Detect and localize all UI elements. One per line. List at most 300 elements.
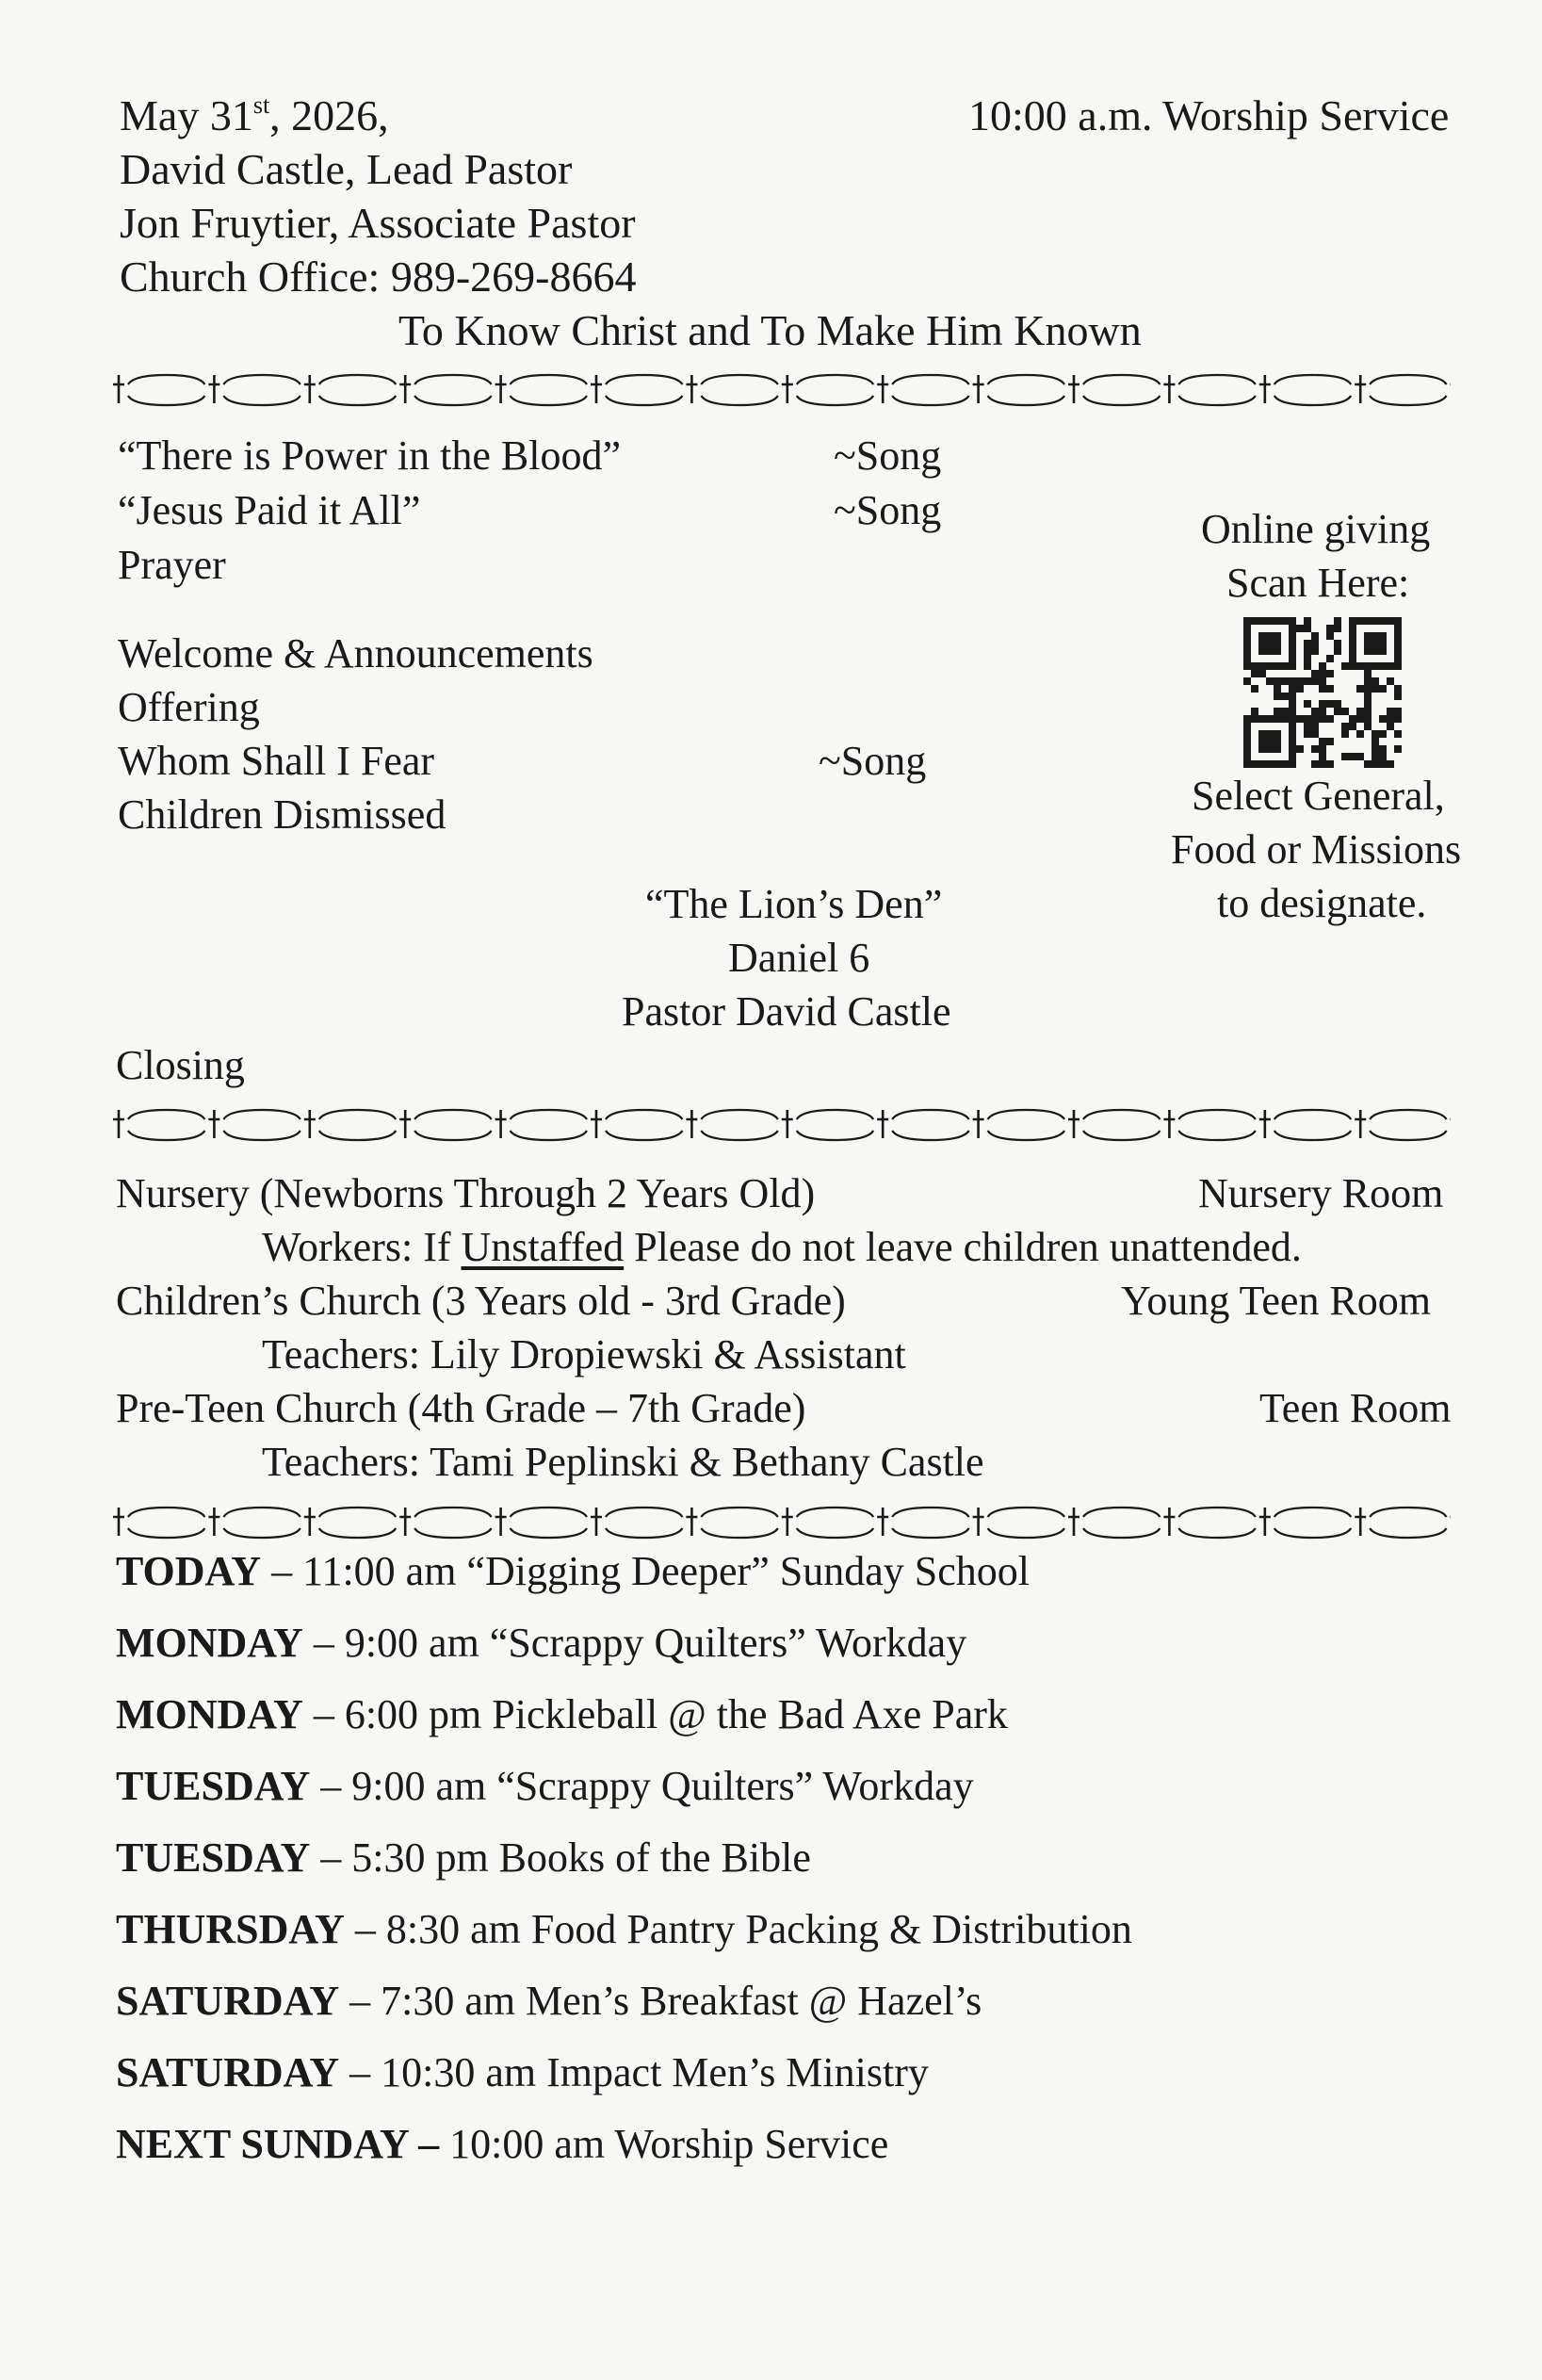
cross-icon [591,1508,602,1536]
giving-line: to designate. [1217,880,1427,926]
qr-module [1334,625,1341,632]
qr-module [1356,715,1364,723]
sermon-title: “The Lion’s Den” [645,881,943,927]
qr-module [1387,617,1394,625]
qr-module [1372,640,1379,647]
arc-ornament [988,1110,1064,1140]
qr-module [1394,632,1402,640]
qr-module [1296,745,1304,753]
schedule-day: TUESDAY [116,1834,311,1881]
qr-module [1364,760,1372,768]
qr-module [1251,662,1258,670]
arc-ornament [701,1508,777,1538]
qr-module [1372,685,1379,693]
qr-module [1311,632,1319,640]
qr-module [1364,662,1372,670]
qr-module [1372,745,1379,753]
qr-module [1326,670,1334,677]
nursery-label: Nursery (Newborns Through 2 Years Old) [116,1170,816,1216]
qr-module [1326,632,1334,640]
qr-module [1394,730,1402,738]
order-item-tag: ~Song [834,432,942,479]
qr-module [1258,760,1266,768]
arc-ornament [892,1110,968,1140]
qr-module [1394,715,1402,723]
childrens-church-teachers: Teachers: Lily Dropiewski & Assistant [262,1331,906,1377]
qr-module [1304,662,1311,670]
qr-module [1311,708,1319,715]
qr-module [1311,730,1319,738]
qr-module [1266,760,1274,768]
schedule-day: THURSDAY [116,1906,345,1952]
schedule-item [116,1548,1030,1594]
qr-module [1243,753,1251,760]
qr-module [1379,662,1387,670]
schedule-day: TODAY [116,1548,262,1594]
arc-ornament [319,1110,396,1140]
arc-ornament [988,375,1064,405]
qr-module [1364,700,1372,708]
qr-module [1349,632,1356,640]
arc-ornament [511,1508,587,1538]
qr-module [1364,677,1372,685]
qr-module [1251,760,1258,768]
schedule-item [116,1834,811,1881]
qr-module [1266,647,1274,655]
arc-ornament [223,375,300,405]
qr-module [1251,715,1258,723]
qr-module [1281,617,1289,625]
arc-ornament [988,1508,1064,1538]
qr-module [1289,745,1296,753]
qr-module [1387,723,1394,730]
cross-icon [1355,375,1366,403]
arc-ornament [606,1508,682,1538]
qr-module [1372,730,1379,738]
qr-module [1274,693,1281,700]
cross-icon [495,1508,507,1536]
cross-icon [495,1110,507,1138]
qr-module [1289,662,1296,670]
cross-icon [1163,1110,1175,1138]
qr-module [1243,715,1251,723]
qr-module [1394,640,1402,647]
qr-module [1372,632,1379,640]
qr-module [1281,760,1289,768]
qr-module [1243,662,1251,670]
cross-icon [208,1110,219,1138]
qr-module [1372,617,1379,625]
order-item-title: Welcome & Announcements [118,630,593,677]
qr-module [1304,715,1311,723]
qr-module [1296,677,1304,685]
qr-module [1266,715,1274,723]
arc-ornament [511,1110,587,1140]
qr-module [1394,708,1402,715]
sermon-passage: Daniel 6 [728,935,870,981]
qr-module [1394,685,1402,693]
schedule-detail: 10:00 am Worship Service [439,2121,889,2167]
cross-icon [113,1508,124,1536]
qr-module [1372,738,1379,745]
arc-ornament [1083,1508,1160,1538]
qr-module [1364,693,1372,700]
schedule-detail: – 10:30 am Impact Men’s Ministry [339,2049,929,2095]
schedule-item [116,1763,974,1809]
cross-divider [113,1498,1451,1541]
qr-module [1319,670,1326,677]
qr-module [1266,617,1274,625]
qr-module [1281,693,1289,700]
qr-module [1243,632,1251,640]
qr-module [1334,647,1341,655]
qr-module [1289,753,1296,760]
closing: Closing [116,1042,245,1088]
arc-ornament [128,1508,204,1538]
cross-icon [1163,375,1175,403]
qr-module [1319,745,1326,753]
cross-icon [782,1508,793,1536]
qr-module [1349,715,1356,723]
cross-icon [591,375,602,403]
qr-module [1364,647,1372,655]
qr-module [1379,730,1387,738]
qr-module [1326,760,1334,768]
qr-module [1349,662,1356,670]
qr-module [1311,745,1319,753]
qr-module [1289,632,1296,640]
qr-module [1266,640,1274,647]
order-item-tag: ~Song [834,487,942,533]
cross-icon [304,1508,316,1536]
giving-line: Select General, [1192,773,1445,819]
qr-module [1387,662,1394,670]
qr-module [1243,738,1251,745]
qr-code-graphic [1243,617,1402,768]
service-time: 10:00 a.m. Worship Service [968,91,1450,139]
lead-pastor: David Castle, Lead Pastor [120,145,573,193]
qr-module [1274,715,1281,723]
qr-module [1258,715,1266,723]
cross-icon [686,1508,697,1536]
qr-module [1266,738,1274,745]
qr-module [1281,662,1289,670]
arc-ornament [606,1110,682,1140]
qr-module [1266,677,1274,685]
qr-module [1274,632,1281,640]
arc-ornament [1178,1508,1255,1538]
arc-ornament [1274,1110,1351,1140]
qr-module [1289,760,1296,768]
qr-module [1274,640,1281,647]
qr-module [1251,685,1258,693]
qr-module [1341,708,1349,715]
qr-module [1289,617,1296,625]
qr-module [1274,617,1281,625]
preteen-church-teachers: Teachers: Tami Peplinski & Bethany Castle [262,1439,984,1485]
qr-module [1364,723,1372,730]
arc-ornament [414,375,491,405]
qr-module [1379,640,1387,647]
qr-module [1319,685,1326,693]
arc-ornament [223,1110,300,1140]
qr-module [1258,632,1266,640]
qr-module [1258,640,1266,647]
qr-module [1334,617,1341,625]
qr-module [1258,617,1266,625]
nursery-workers: Workers: If Unstaffed Please do not leave children unattended. [262,1224,1302,1270]
preteen-church-label: Pre-Teen Church (4th Grade – 7th Grade) [116,1385,806,1431]
qr-module [1349,655,1356,662]
arc-ornament [797,1110,873,1140]
arc-ornament [606,375,682,405]
arc-ornament [414,1110,491,1140]
order-item-title: “There is Power in the Blood” [118,432,621,479]
qr-module [1326,625,1334,632]
qr-module [1379,753,1387,760]
qr-module [1243,655,1251,662]
cross-icon [1068,1110,1079,1138]
schedule-detail: – 6:00 pm Pickleball @ the Bad Axe Park [302,1691,1008,1737]
cross-icon [113,1110,124,1138]
qr-module [1243,625,1251,632]
cross-icon [782,375,793,403]
qr-module [1274,662,1281,670]
qr-module [1274,730,1281,738]
service-date: May 31st, 2026, [120,91,389,139]
qr-module [1251,670,1258,677]
qr-module [1326,655,1334,662]
schedule-day: NEXT SUNDAY – [116,2121,440,2167]
qr-module [1326,715,1334,723]
qr-module [1319,738,1326,745]
qr-module [1319,700,1326,708]
qr-module [1258,647,1266,655]
qr-module [1394,655,1402,662]
schedule-day: MONDAY [116,1691,303,1737]
qr-module [1243,677,1251,685]
qr-module [1274,647,1281,655]
order-item-title: Children Dismissed [118,791,446,838]
qr-module [1372,662,1379,670]
qr-module [1274,745,1281,753]
schedule-day: MONDAY [116,1620,303,1666]
associate-pastor: Jon Fruytier, Associate Pastor [120,199,636,247]
cross-icon [973,1508,984,1536]
cross-icon [1068,375,1079,403]
order-item-title: “Jesus Paid it All” [118,487,421,533]
cross-icon [1259,1508,1271,1536]
cross-icon [782,1110,793,1138]
arc-ornament [1178,1110,1255,1140]
qr-module [1379,760,1387,768]
qr-module [1304,677,1311,685]
qr-module [1304,723,1311,730]
cross-icon [877,375,888,403]
arc-ornament [511,375,587,405]
schedule-item [116,1978,982,2024]
qr-module [1289,647,1296,655]
qr-module [1311,670,1319,677]
qr-module [1304,730,1311,738]
qr-module [1289,700,1296,708]
childrens-church-room: Young Teen Room [1121,1278,1432,1324]
qr-module [1311,715,1319,723]
qr-module [1319,753,1326,760]
qr-module [1364,708,1372,715]
arc-ornament [319,375,396,405]
qr-module [1274,685,1281,693]
cross-icon [399,375,411,403]
qr-module [1311,723,1319,730]
schedule-detail: – 8:30 am Food Pantry Packing & Distribution [344,1906,1132,1952]
arc-ornament [701,375,777,405]
cross-icon [1163,1508,1175,1536]
qr-module [1289,625,1296,632]
qr-module [1356,685,1364,693]
qr-module [1387,708,1394,715]
qr-module [1394,625,1402,632]
qr-module [1341,723,1349,730]
qr-module [1281,715,1289,723]
schedule-day: SATURDAY [116,2049,340,2095]
cross-icon [399,1110,411,1138]
qr-module [1341,730,1349,738]
qr-module [1319,708,1326,715]
qr-module [1281,677,1289,685]
qr-module [1289,685,1296,693]
qr-module [1274,738,1281,745]
qr-module [1349,723,1356,730]
qr-module [1387,715,1394,723]
qr-module [1289,723,1296,730]
qr-code[interactable] [1243,617,1402,773]
qr-module [1274,708,1281,715]
cross-icon [113,375,124,403]
qr-module [1356,753,1364,760]
qr-module [1349,617,1356,625]
schedule-item [116,1906,1132,1952]
qr-module [1289,677,1296,685]
qr-module [1281,708,1289,715]
cross-icon [208,1508,219,1536]
qr-module [1394,662,1402,670]
nursery-room: Nursery Room [1198,1170,1444,1216]
giving-line: Food or Missions [1171,826,1462,872]
arc-ornament [892,1508,968,1538]
cross-icon [686,375,697,403]
arc-ornament [319,1508,396,1538]
qr-module [1243,647,1251,655]
qr-module [1289,708,1296,715]
qr-module [1364,715,1372,723]
order-item-tag: ~Song [819,738,927,784]
qr-module [1243,723,1251,730]
preteen-church-room: Teen Room [1259,1385,1452,1431]
qr-module [1387,760,1394,768]
schedule-detail: – 9:00 am “Scrappy Quilters” Workday [302,1620,967,1666]
arc-ornament [1274,1508,1351,1538]
qr-module [1304,655,1311,662]
qr-module [1334,700,1341,708]
qr-module [1243,760,1251,768]
schedule-item [116,1622,966,1664]
qr-module [1319,715,1326,723]
arc-ornament [797,1508,873,1538]
qr-module [1266,745,1274,753]
qr-module [1251,617,1258,625]
qr-module [1394,617,1402,625]
qr-module [1364,685,1372,693]
qr-module [1319,677,1326,685]
qr-module [1394,745,1402,753]
qr-module [1319,662,1326,670]
qr-module [1258,730,1266,738]
giving-line: Scan Here: [1226,560,1410,606]
qr-module [1379,715,1387,723]
cross-icon [1068,1508,1079,1536]
qr-module [1304,647,1311,655]
schedule-detail: – 5:30 pm Books of the Bible [310,1834,811,1881]
qr-module [1304,700,1311,708]
schedule-item [116,2121,889,2167]
arc-ornament [1274,375,1351,405]
qr-module [1334,708,1341,715]
qr-module [1372,677,1379,685]
giving-line: Online giving [1201,506,1431,552]
qr-module [1349,640,1356,647]
cross-icon [495,375,507,403]
qr-module [1394,693,1402,700]
qr-module [1289,693,1296,700]
qr-module [1304,625,1311,632]
church-motto: To Know Christ and To Make Him Known [398,306,1142,354]
qr-module [1379,632,1387,640]
cross-icon [1355,1110,1366,1138]
arc-ornament [1370,1508,1446,1538]
cross-icon [1355,1508,1366,1536]
qr-module [1319,760,1326,768]
cross-icon [304,375,316,403]
qr-module [1289,715,1296,723]
qr-module [1379,617,1387,625]
qr-module [1334,640,1341,647]
qr-module [1296,625,1304,632]
qr-module [1289,640,1296,647]
childrens-church-label: Children’s Church (3 Years old - 3rd Grade) [116,1278,846,1324]
qr-module [1364,640,1372,647]
schedule-day: SATURDAY [116,1978,340,2024]
qr-module [1274,760,1281,768]
qr-module [1243,617,1251,625]
arc-ornament [1370,375,1446,405]
qr-module [1349,647,1356,655]
cross-icon [686,1110,697,1138]
qr-module [1326,700,1334,708]
qr-module [1258,745,1266,753]
cross-divider [113,366,1451,409]
arc-ornament [128,375,204,405]
qr-module [1258,662,1266,670]
arc-ornament [701,1110,777,1140]
qr-module [1304,617,1311,625]
qr-module [1341,753,1349,760]
qr-module [1243,640,1251,647]
qr-module [1243,745,1251,753]
cross-icon [208,375,219,403]
cross-icon [973,1110,984,1138]
cross-icon [591,1110,602,1138]
